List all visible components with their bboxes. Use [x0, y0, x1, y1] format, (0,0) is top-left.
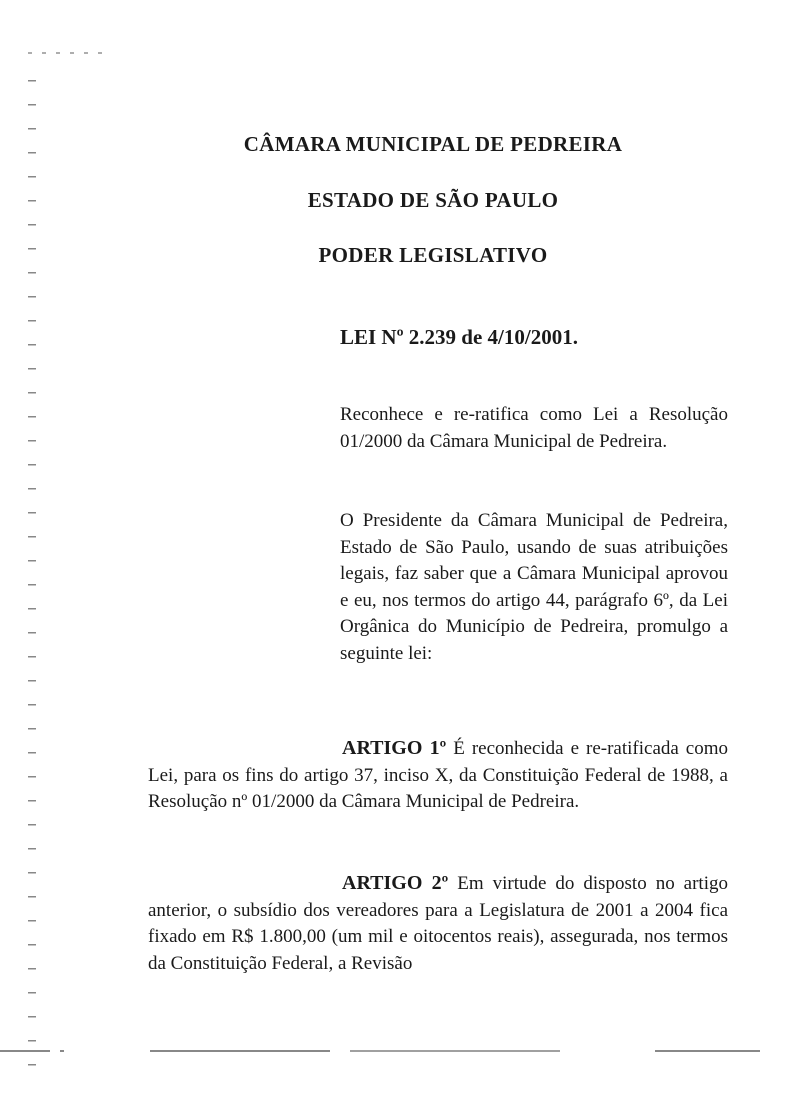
- article-1: [148, 735, 728, 816]
- article-2: [148, 870, 728, 977]
- law-title: LEI Nº 2.239 de 4/10/2001.: [340, 325, 578, 349]
- article-2-text: Em virtude do disposto no artigo anterior, o subsídio dos vereadores para a Legislatura de 2001 a 2004 fica fixado em R$ 1.800,00 (um mil e oitocentos reais), assegurada, nos termos da Constituição Federal, a Revisão: [148, 873, 728, 974]
- law-ementa: Reconhece e re-ratifica como Lei a Resolução 01/2000 da Câmara Municipal de Pedreira.: [340, 404, 728, 452]
- article-1-label: ARTIGO 1º: [342, 737, 447, 759]
- state-heading: ESTADO DE SÃO PAULO: [307, 188, 559, 212]
- scan-top-marks: [28, 52, 108, 54]
- article-2-label: ARTIGO 2º: [342, 872, 449, 894]
- article-1-text: É reconhecida e re-ratificada como Lei, para os fins do artigo 37, inciso X, da Constituição Federal de 1988, a Resolução nº 01/2000 da Câmara Municipal de Pedreira.: [148, 738, 728, 812]
- scan-bottom-marks: [0, 1050, 800, 1052]
- branch-heading: PODER LEGISLATIVO: [318, 243, 548, 267]
- chamber-name-heading: CÂMARA MUNICIPAL DE PEDREIRA: [243, 132, 623, 156]
- law-preamble: O Presidente da Câmara Municipal de Pedreira, Estado de São Paulo, usando de suas atribuições legais, faz saber que a Câmara Municipal aprovou e eu, nos termos do artigo 44, parágrafo 6º, da Lei Orgânica do Município de Pedreira, promulgo a seguinte lei:: [340, 510, 728, 664]
